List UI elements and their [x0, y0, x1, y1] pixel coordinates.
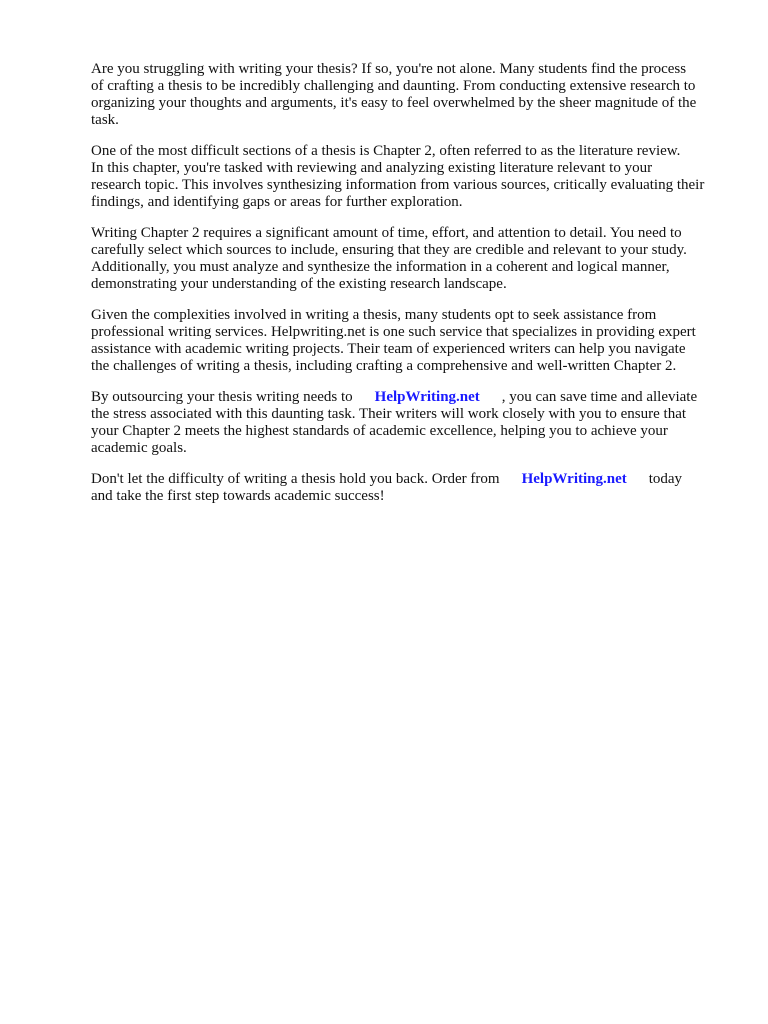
text-line-with-link	[91, 389, 731, 406]
text-line: Writing Chapter 2 requires a significant amount of time, effort, and attention to detail. You need to	[91, 225, 682, 241]
text-line-with-link	[91, 471, 731, 488]
text-segment: , you can save time and alleviate	[501, 389, 698, 405]
text-line: findings, and identifying gaps or areas for further exploration.	[91, 194, 463, 210]
text-line: carefully select which sources to include, ensuring that they are credible and relevant to your study.	[91, 242, 687, 258]
helpwriting-link[interactable]: HelpWriting.net	[374, 389, 480, 405]
text-line: the stress associated with this daunting task. Their writers will work closely with you to ensure that	[91, 406, 687, 422]
text-line: demonstrating your understanding of the existing research landscape.	[91, 276, 507, 292]
text-line: professional writing services. Helpwriting.net is one such service that specializes in providing expert	[91, 324, 696, 340]
text-line: research topic. This involves synthesizing information from various sources, critically evaluating their	[91, 177, 705, 193]
paragraph-chapter-two	[91, 143, 731, 211]
text-line: In this chapter, you're tasked with reviewing and analyzing existing literature relevant to your	[91, 160, 653, 176]
text-line: One of the most difficult sections of a thesis is Chapter 2, often referred to as the literature review.	[91, 143, 681, 159]
text-line: and take the first step towards academic success!	[91, 488, 385, 504]
text-segment: today	[648, 471, 683, 487]
document-body	[91, 61, 731, 519]
text-line: Are you struggling with writing your thesis? If so, you're not alone. Many students find the process	[91, 61, 687, 77]
paragraph-writing-chapter	[91, 225, 731, 293]
text-segment: Don't let the difficulty of writing a thesis hold you back. Order from	[91, 471, 500, 487]
text-line: Additionally, you must analyze and synthesize the information in a coherent and logical manner,	[91, 259, 670, 275]
text-segment: By outsourcing your thesis writing needs to	[91, 389, 353, 405]
paragraph-services	[91, 307, 731, 375]
paragraph-outsourcing	[91, 389, 731, 457]
paragraph-call-to-action	[91, 471, 731, 505]
text-line: of crafting a thesis to be incredibly challenging and daunting. From conducting extensive research to	[91, 78, 696, 94]
paragraph-intro	[91, 61, 731, 129]
text-line: task.	[91, 112, 119, 128]
text-line: Given the complexities involved in writing a thesis, many students opt to seek assistance from	[91, 307, 657, 323]
text-line: your Chapter 2 meets the highest standards of academic excellence, helping you to achieve your	[91, 423, 668, 439]
text-line: the challenges of writing a thesis, including crafting a comprehensive and well-written Chapter 2.	[91, 358, 677, 374]
text-line: academic goals.	[91, 440, 187, 456]
text-line: assistance with academic writing projects. Their team of experienced writers can help you navigate	[91, 341, 686, 357]
text-line: organizing your thoughts and arguments, it's easy to feel overwhelmed by the sheer magnitude of the	[91, 95, 697, 111]
helpwriting-link[interactable]: HelpWriting.net	[521, 471, 627, 487]
